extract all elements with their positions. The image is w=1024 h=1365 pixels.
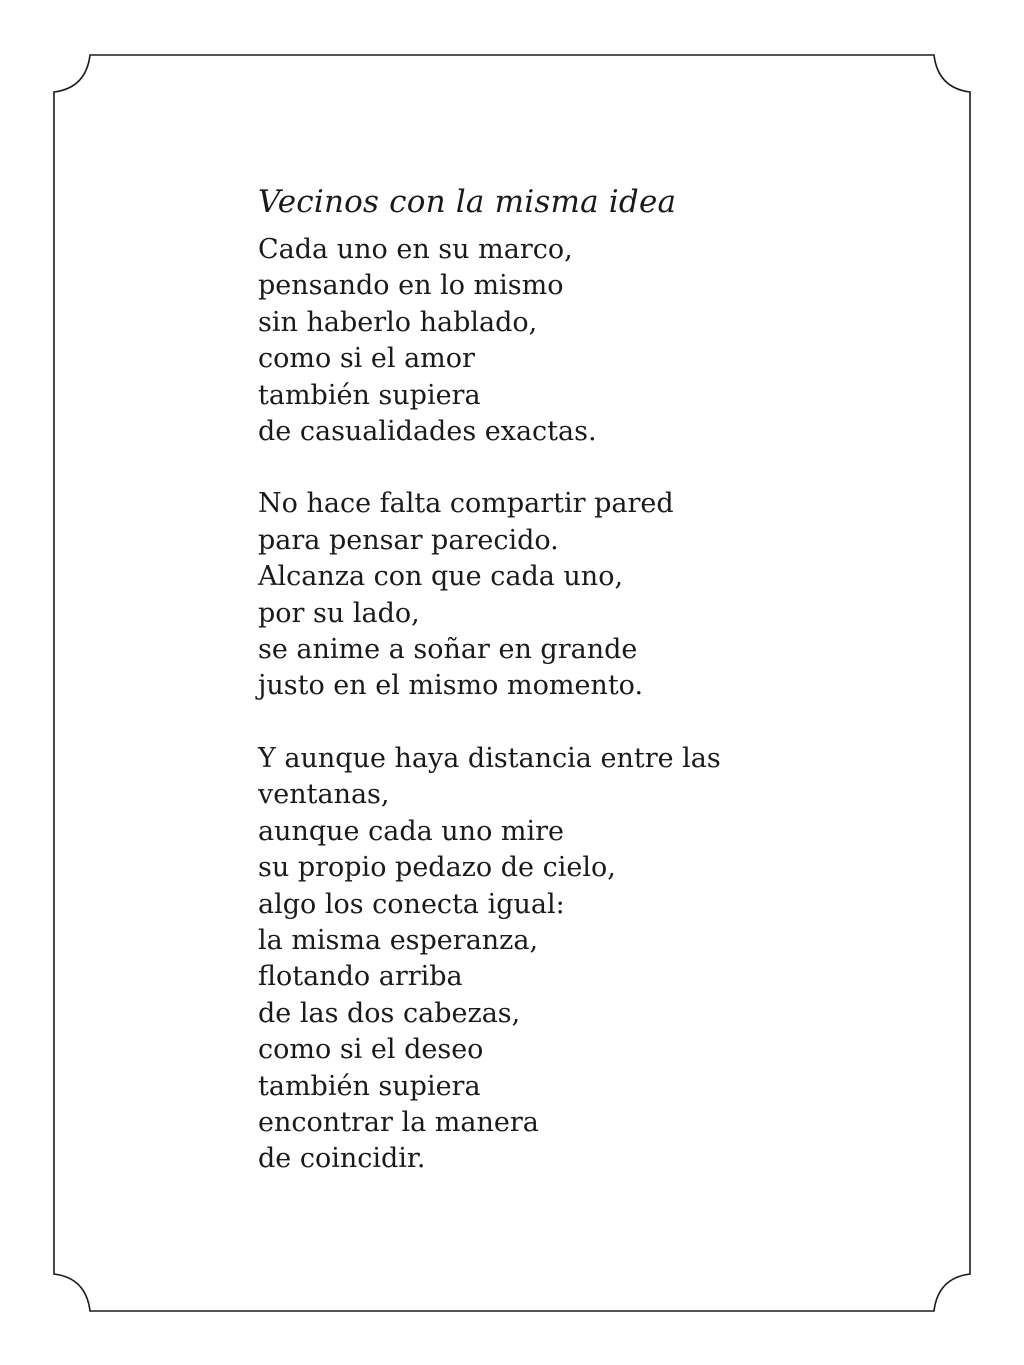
poem-line: flotando arriba: [258, 961, 463, 993]
poem-line: también supiera: [258, 1070, 481, 1102]
poem-line: pensando en lo mismo: [258, 270, 564, 302]
poem: [258, 178, 958, 1214]
stanza-3: [258, 741, 958, 1178]
poem-line: de las dos cabezas,: [258, 997, 521, 1029]
stanza-1: [258, 232, 958, 450]
poem-line: Cada uno en su marco,: [258, 234, 573, 265]
poem-line: No hace falta compartir pared: [258, 488, 674, 520]
poem-line: se anime a soñar en grande: [258, 634, 638, 666]
poem-line: de coincidir.: [258, 1143, 426, 1175]
poem-line: Alcanza con que cada uno,: [258, 561, 624, 593]
stanza-2: [258, 486, 958, 704]
poem-line: algo los conecta igual:: [258, 888, 565, 920]
poem-line: de casualidades exactas.: [258, 416, 597, 448]
poem-line: Y aunque haya distancia entre las: [258, 742, 721, 774]
poem-line: por su lado,: [258, 597, 420, 629]
poem-line: aunque cada uno mire: [258, 815, 565, 847]
poem-line: su propio pedazo de cielo,: [258, 852, 616, 884]
poem-line: para pensar parecido.: [258, 524, 559, 556]
poem-line: como si el deseo: [258, 1034, 484, 1066]
poem-line: como si el amor: [258, 343, 475, 375]
poem-line: justo en el mismo momento.: [258, 670, 644, 702]
poem-line: encontrar la manera: [258, 1106, 539, 1138]
poem-line: sin haberlo hablado,: [258, 306, 538, 338]
poem-line: también supiera: [258, 379, 481, 411]
poem-title: Vecinos con la misma idea: [258, 184, 677, 220]
poem-line: ventanas,: [258, 779, 390, 811]
poem-line: la misma esperanza,: [258, 924, 539, 956]
